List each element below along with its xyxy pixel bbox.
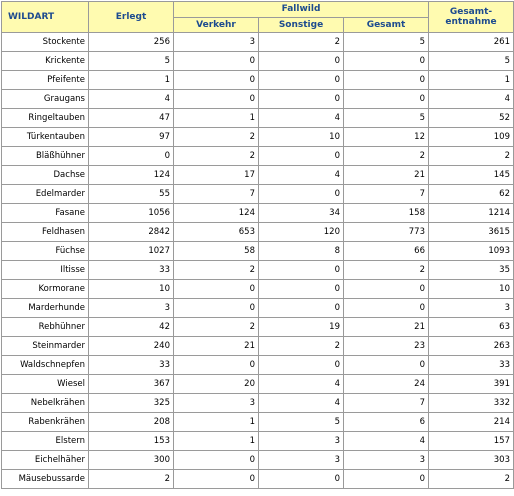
cell-sonstige: 4 xyxy=(259,375,344,394)
cell-erlegt: 0 xyxy=(89,147,174,166)
cell-sonstige: 10 xyxy=(259,128,344,147)
cell-verkehr: 0 xyxy=(174,299,259,318)
header-gesamt: Gesamt xyxy=(344,18,429,33)
cell-gesamt: 7 xyxy=(344,185,429,204)
header-fallwild-group: Fallwild xyxy=(174,2,429,18)
cell-wildart: Graugans xyxy=(2,90,89,109)
cell-erlegt: 4 xyxy=(89,90,174,109)
table-row xyxy=(2,261,514,280)
cell-gesamtentnahme: 261 xyxy=(429,33,514,52)
cell-gesamtentnahme: 1214 xyxy=(429,204,514,223)
cell-sonstige: 0 xyxy=(259,280,344,299)
header-row-1 xyxy=(2,2,514,18)
cell-verkehr: 2 xyxy=(174,128,259,147)
cell-gesamtentnahme: 332 xyxy=(429,394,514,413)
cell-sonstige: 0 xyxy=(259,356,344,375)
cell-erlegt: 325 xyxy=(89,394,174,413)
cell-sonstige: 120 xyxy=(259,223,344,242)
table-row xyxy=(2,204,514,223)
cell-erlegt: 208 xyxy=(89,413,174,432)
cell-gesamt: 21 xyxy=(344,318,429,337)
cell-gesamt: 158 xyxy=(344,204,429,223)
header-sonstige: Sonstige xyxy=(259,18,344,33)
cell-gesamt: 5 xyxy=(344,109,429,128)
cell-wildart: Feldhasen xyxy=(2,223,89,242)
cell-erlegt: 1 xyxy=(89,71,174,90)
cell-erlegt: 33 xyxy=(89,261,174,280)
cell-verkehr: 7 xyxy=(174,185,259,204)
cell-verkehr: 0 xyxy=(174,52,259,71)
cell-verkehr: 1 xyxy=(174,413,259,432)
cell-sonstige: 0 xyxy=(259,261,344,280)
header-gesamtentnahme-line2: entnahme xyxy=(445,17,497,27)
cell-sonstige: 4 xyxy=(259,394,344,413)
cell-wildart: Füchse xyxy=(2,242,89,261)
cell-gesamtentnahme: 63 xyxy=(429,318,514,337)
cell-gesamt: 0 xyxy=(344,71,429,90)
cell-gesamt: 3 xyxy=(344,451,429,470)
table-row xyxy=(2,109,514,128)
cell-gesamt: 12 xyxy=(344,128,429,147)
cell-verkehr: 0 xyxy=(174,280,259,299)
cell-gesamt: 0 xyxy=(344,90,429,109)
header-verkehr: Verkehr xyxy=(174,18,259,33)
table-row xyxy=(2,451,514,470)
cell-wildart: Edelmarder xyxy=(2,185,89,204)
cell-erlegt: 2842 xyxy=(89,223,174,242)
table-row xyxy=(2,223,514,242)
cell-erlegt: 1027 xyxy=(89,242,174,261)
cell-verkehr: 2 xyxy=(174,261,259,280)
table-header xyxy=(2,2,514,33)
table-row xyxy=(2,432,514,451)
cell-gesamtentnahme: 2 xyxy=(429,470,514,489)
table-row xyxy=(2,394,514,413)
cell-gesamt: 773 xyxy=(344,223,429,242)
cell-sonstige: 4 xyxy=(259,109,344,128)
header-gesamtentnahme-line1: Gesamt- xyxy=(449,6,493,17)
cell-gesamt: 0 xyxy=(344,299,429,318)
table-row xyxy=(2,90,514,109)
cell-gesamtentnahme: 263 xyxy=(429,337,514,356)
table-row xyxy=(2,413,514,432)
cell-verkehr: 3 xyxy=(174,33,259,52)
table-row xyxy=(2,71,514,90)
cell-gesamtentnahme: 10 xyxy=(429,280,514,299)
cell-gesamt: 4 xyxy=(344,432,429,451)
cell-verkehr: 21 xyxy=(174,337,259,356)
cell-erlegt: 256 xyxy=(89,33,174,52)
cell-verkehr: 2 xyxy=(174,147,259,166)
cell-wildart: Steinmarder xyxy=(2,337,89,356)
cell-sonstige: 8 xyxy=(259,242,344,261)
cell-gesamtentnahme: 2 xyxy=(429,147,514,166)
cell-gesamtentnahme: 145 xyxy=(429,166,514,185)
cell-sonstige: 0 xyxy=(259,147,344,166)
cell-gesamt: 6 xyxy=(344,413,429,432)
table-row xyxy=(2,242,514,261)
cell-erlegt: 33 xyxy=(89,356,174,375)
cell-erlegt: 124 xyxy=(89,166,174,185)
cell-verkehr: 0 xyxy=(174,71,259,90)
cell-wildart: Rebhühner xyxy=(2,318,89,337)
cell-erlegt: 55 xyxy=(89,185,174,204)
cell-wildart: Marderhunde xyxy=(2,299,89,318)
cell-erlegt: 240 xyxy=(89,337,174,356)
cell-erlegt: 367 xyxy=(89,375,174,394)
table-row xyxy=(2,147,514,166)
table-row xyxy=(2,166,514,185)
table-row xyxy=(2,185,514,204)
cell-sonstige: 0 xyxy=(259,185,344,204)
table-row xyxy=(2,470,514,489)
cell-wildart: Elstern xyxy=(2,432,89,451)
cell-erlegt: 2 xyxy=(89,470,174,489)
cell-verkehr: 2 xyxy=(174,318,259,337)
cell-erlegt: 5 xyxy=(89,52,174,71)
cell-sonstige: 4 xyxy=(259,166,344,185)
cell-gesamtentnahme: 5 xyxy=(429,52,514,71)
cell-gesamt: 7 xyxy=(344,394,429,413)
cell-gesamtentnahme: 391 xyxy=(429,375,514,394)
cell-gesamt: 21 xyxy=(344,166,429,185)
cell-verkehr: 58 xyxy=(174,242,259,261)
cell-wildart: Rabenkrähen xyxy=(2,413,89,432)
cell-sonstige: 34 xyxy=(259,204,344,223)
cell-wildart: Pfeifente xyxy=(2,71,89,90)
cell-wildart: Kormorane xyxy=(2,280,89,299)
cell-wildart: Krickente xyxy=(2,52,89,71)
cell-gesamt: 0 xyxy=(344,280,429,299)
cell-wildart: Waldschnepfen xyxy=(2,356,89,375)
cell-gesamt: 66 xyxy=(344,242,429,261)
cell-gesamtentnahme: 157 xyxy=(429,432,514,451)
cell-verkehr: 0 xyxy=(174,451,259,470)
cell-verkehr: 0 xyxy=(174,90,259,109)
table-row xyxy=(2,356,514,375)
cell-sonstige: 0 xyxy=(259,90,344,109)
cell-verkehr: 653 xyxy=(174,223,259,242)
cell-erlegt: 97 xyxy=(89,128,174,147)
cell-sonstige: 3 xyxy=(259,432,344,451)
cell-sonstige: 0 xyxy=(259,299,344,318)
header-wildart: WILDART xyxy=(2,2,89,33)
cell-verkehr: 17 xyxy=(174,166,259,185)
cell-gesamtentnahme: 303 xyxy=(429,451,514,470)
cell-wildart: Dachse xyxy=(2,166,89,185)
cell-gesamt: 0 xyxy=(344,356,429,375)
cell-wildart: Iltisse xyxy=(2,261,89,280)
cell-sonstige: 0 xyxy=(259,52,344,71)
cell-verkehr: 124 xyxy=(174,204,259,223)
cell-verkehr: 0 xyxy=(174,356,259,375)
cell-wildart: Wiesel xyxy=(2,375,89,394)
cell-gesamtentnahme: 4 xyxy=(429,90,514,109)
cell-wildart: Mäusebussarde xyxy=(2,470,89,489)
cell-gesamtentnahme: 1 xyxy=(429,71,514,90)
cell-erlegt: 300 xyxy=(89,451,174,470)
cell-wildart: Bläßhühner xyxy=(2,147,89,166)
cell-sonstige: 19 xyxy=(259,318,344,337)
cell-sonstige: 2 xyxy=(259,33,344,52)
cell-gesamtentnahme: 109 xyxy=(429,128,514,147)
cell-wildart: Ringeltauben xyxy=(2,109,89,128)
cell-gesamtentnahme: 3 xyxy=(429,299,514,318)
header-erlegt: Erlegt xyxy=(89,2,174,33)
cell-gesamtentnahme: 35 xyxy=(429,261,514,280)
cell-verkehr: 1 xyxy=(174,432,259,451)
cell-erlegt: 10 xyxy=(89,280,174,299)
cell-gesamt: 2 xyxy=(344,261,429,280)
table-row xyxy=(2,299,514,318)
cell-gesamt: 0 xyxy=(344,52,429,71)
table-row xyxy=(2,33,514,52)
cell-sonstige: 2 xyxy=(259,337,344,356)
cell-gesamt: 2 xyxy=(344,147,429,166)
table-body xyxy=(2,33,514,489)
cell-gesamtentnahme: 52 xyxy=(429,109,514,128)
cell-gesamt: 0 xyxy=(344,470,429,489)
cell-wildart: Nebelkrähen xyxy=(2,394,89,413)
hunting-statistics-table-container xyxy=(1,1,514,489)
table-row xyxy=(2,128,514,147)
cell-gesamt: 5 xyxy=(344,33,429,52)
cell-verkehr: 1 xyxy=(174,109,259,128)
cell-gesamtentnahme: 3615 xyxy=(429,223,514,242)
cell-erlegt: 153 xyxy=(89,432,174,451)
cell-gesamtentnahme: 33 xyxy=(429,356,514,375)
cell-wildart: Eichelhäher xyxy=(2,451,89,470)
cell-erlegt: 47 xyxy=(89,109,174,128)
cell-wildart: Türkentauben xyxy=(2,128,89,147)
cell-gesamtentnahme: 214 xyxy=(429,413,514,432)
cell-sonstige: 5 xyxy=(259,413,344,432)
cell-verkehr: 3 xyxy=(174,394,259,413)
cell-wildart: Fasane xyxy=(2,204,89,223)
cell-gesamtentnahme: 1093 xyxy=(429,242,514,261)
cell-sonstige: 0 xyxy=(259,71,344,90)
cell-wildart: Stockente xyxy=(2,33,89,52)
cell-verkehr: 0 xyxy=(174,470,259,489)
header-gesamtentnahme xyxy=(429,2,514,33)
table-row xyxy=(2,318,514,337)
table-row xyxy=(2,337,514,356)
hunting-statistics-table xyxy=(1,1,514,489)
cell-erlegt: 1056 xyxy=(89,204,174,223)
cell-erlegt: 3 xyxy=(89,299,174,318)
cell-sonstige: 3 xyxy=(259,451,344,470)
cell-verkehr: 20 xyxy=(174,375,259,394)
cell-erlegt: 42 xyxy=(89,318,174,337)
table-row xyxy=(2,280,514,299)
cell-gesamtentnahme: 62 xyxy=(429,185,514,204)
cell-gesamt: 24 xyxy=(344,375,429,394)
cell-gesamt: 23 xyxy=(344,337,429,356)
table-row xyxy=(2,52,514,71)
cell-sonstige: 0 xyxy=(259,470,344,489)
table-row xyxy=(2,375,514,394)
